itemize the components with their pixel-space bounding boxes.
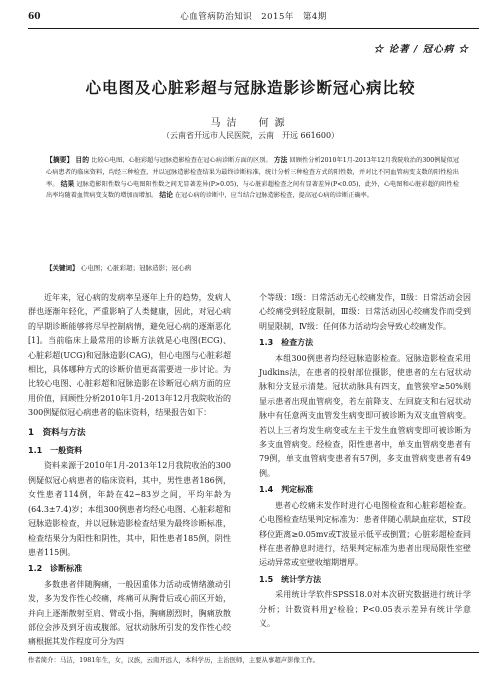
author-line: 马洁 何源 — [210, 118, 291, 129]
statistics-paragraph: 采用统计学软件SPSS18.0对本次研究数据进行统计学分析；计数资料用χ²检验；P<0.05表示差异有统计学意义。 — [259, 590, 471, 628]
results-text: 冠脉造影阳性数与心电图阳性数之间无显著差异(P>0.05)，与心脏彩超检查之间有显著差异(P<0.05)，此外，心电图和心脏彩超的阳性检出率均随着血管病变支数的增加而增加。 — [46, 180, 460, 200]
keywords-label: 【关键词】 — [46, 264, 79, 272]
abstract-label: 【摘要】 — [46, 156, 74, 164]
left-column — [28, 291, 231, 651]
header-rule — [28, 28, 479, 29]
footnote-rule — [28, 652, 479, 653]
keywords-text: 心电图；心脏彩超；冠脉造影；冠心病 — [80, 264, 192, 272]
objective-label: 目的 — [75, 156, 90, 164]
author-footnote: 作者简介：马洁，1981年生，女，汉族，云南开远人，本科学历，主治医师，主要从事超声影像工作。 — [28, 656, 320, 664]
running-header — [28, 8, 479, 26]
journal-name: 心血管病防治知识 2015年 第4期 — [180, 12, 327, 22]
heading-judgment-criteria: 1.4 判定标准 — [259, 485, 314, 495]
intro-paragraph: 近年来，冠心病的发病率呈逐年上升的趋势，发病人群也逐渐年轻化，严重影响了人类健康，因此，对冠心病的早期诊断能够将尽早控制病情，避免冠心病的逐渐恶化[1]。当前临床上最常用的诊断方法就是心电图(ECG)、心脏彩超(UCG)和冠脉造影(CAG)，但心电图与心脏彩超相比，具体哪种方式的诊断价值更高需要进一步讨论。为比较心电图、心脏彩超和冠脉造影在诊断冠心病方面的应用价值，回顾性分析2010年1月-2013年12月我院收治的300例疑似冠心病患者的临床资料，结果报告如下： — [28, 293, 231, 418]
results-label: 结果 — [60, 179, 75, 188]
conclusion-text: 在冠心病的诊断中，应当结合冠脉造影检查，提高冠心病的诊断正确率。 — [174, 192, 373, 200]
section-tag: ☆ 论著 / 冠心病 ☆ — [373, 44, 469, 55]
objective-text: 比较心电图、心脏彩超与冠脉造影检查在冠心病诊断方面的区别。 — [91, 157, 272, 164]
diagnostic-criteria-paragraph: 多数患者伴随胸痛，一般因重体力活动或情绪激动引发，多为发作性心绞痛，疼痛可从胸骨后或心前区开始，并向上逐渐散射至肩、臂或小指，胸痛剧烈时，胸痛放散部位会涉及到牙齿或腹部。冠状动脉所引发的发作性心绞痛根据其发作程度可分为四 — [28, 579, 231, 647]
article-title: 心电图及心脏彩超与冠脉造影诊断冠心病比较 — [85, 79, 416, 97]
page-number: 60 — [28, 12, 41, 22]
heading-general-data: 1.1 一般资料 — [28, 446, 83, 456]
general-data-paragraph: 资料来源于2010年1月-2013年12月我院收治的300例疑似冠心病患者的临床资料，其中，男性患者186例，女性患者114例，年龄在42~83岁之间，平均年龄为(64.3±7.4)岁；本组300例患者均经心电图、心脏彩超和冠脉造影检查，并以冠脉造影检查结果为最终诊断标准，检查结果分为阳性和阴性，其中，阳性患者185例，阴性患者115例。 — [28, 461, 231, 557]
heading-diagnostic-criteria: 1.2 诊断标准 — [28, 564, 83, 574]
right-column — [259, 291, 471, 632]
continued-paragraph: 个等级：Ⅰ级：日常活动无心绞痛发作，Ⅱ级：日常活动会因心绞痛受到轻度限制，Ⅲ级：日常活动因心绞痛发作而受到明显限制，Ⅳ级：任何体力活动均会导致心绞痛发作。 — [259, 293, 471, 331]
judgment-criteria-paragraph: 患者心绞痛未发作时进行心电图检查和心脏彩超检查。心电图检查结果判定标准为：患者伴随心肌缺血症状，ST段移位距离≥0.05mv或T波显示低平或倒置；心脏彩超检查同样在患者静息时进行，结果判定标准为患者出现局限性室壁运动异常或室壁收缩期增厚。 — [259, 500, 471, 568]
methods-text: 回顾性分析2010年1月-2013年12月我院收治的300例疑似冠心病患者的临床资料，均经三种检查，并以冠脉造影检查结果为最终诊断标准，统计分析三种检查方式的阳性数，并对比不同血管病变支数的阳性检出率。 — [46, 157, 460, 188]
keywords — [46, 262, 459, 274]
exam-methods-paragraph: 本组300例患者均经冠脉造影检查。冠脉造影检查采用Judkins法，在患者的投射部位摄影，使患者的左右冠状动脉和分支显示清楚。冠状动脉具有四支，血管狭窄≥50%则显示患者出现血管病变，若左前降支、左回旋支和右冠状动脉中有任意两支血管发生病变即可被诊断为双支血管病变。若以上三者均发生病变或左主干发生血管病变即可被诊断为多支血管病变。经检查，阳性患者中，单支血管病变患者有79例，单支血管病变患者有57例，多支血管病变患者有49例。 — [259, 353, 471, 478]
heading-materials-methods: 1 资料与方法 — [28, 427, 86, 438]
heading-exam-methods: 1.3 检查方法 — [259, 338, 314, 348]
abstract — [46, 155, 459, 202]
methods-label: 方法 — [273, 156, 288, 164]
affiliation: （云南省开远市人民医院，云南 开远 661600） — [161, 131, 340, 140]
heading-statistics: 1.5 统计学方法 — [259, 574, 322, 584]
conclusion-label: 结论 — [159, 191, 173, 200]
